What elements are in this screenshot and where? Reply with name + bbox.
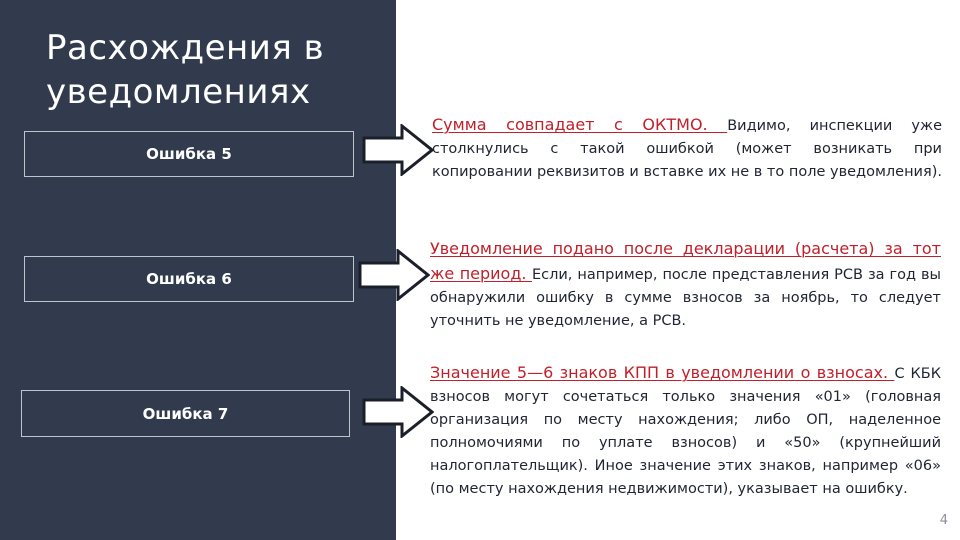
error-5-text: Видимо, инспекции уже столкнулись с такой ошибкой (может возникать при копировании реквизитов и вставке их не в то поле уведомления). bbox=[432, 118, 942, 180]
error-6-highlight: Уведомление подано после декларации (расчета) за тот же период. bbox=[430, 239, 941, 283]
error-6-box: Ошибка 6 bbox=[24, 256, 354, 302]
arrow-right-icon bbox=[362, 386, 434, 438]
error-7-description bbox=[430, 361, 941, 501]
error-5-description bbox=[432, 113, 942, 184]
arrow-right-icon bbox=[362, 124, 434, 176]
error-7-highlight: Значение 5—6 знаков КПП в уведомлении о взносах. bbox=[430, 363, 895, 382]
error-7-box: Ошибка 7 bbox=[21, 390, 350, 437]
slide-title: Расхождения в уведомлениях bbox=[46, 28, 325, 112]
error-7-text: С КБК взносов могут сочетаться только значения «01» (головная организация по месту нахождения; либо ОП, наделенное полномочиями по уплате взносов) и «50» (крупнейший налогоплательщик). Иное значение этих знаков, например «06» (по месту нахождения недвижимости), указывает на ошибку. bbox=[430, 366, 942, 497]
arrow-right-icon bbox=[358, 249, 430, 301]
error-6-text: Если, например, после представления РСВ за год вы обнаружили ошибку в сумме взносов за ноябрь, то следует уточнить не уведомление, а РСВ. bbox=[430, 267, 941, 329]
page-number: 4 bbox=[939, 513, 948, 528]
error-5-highlight: Сумма совпадает с ОКТМО. bbox=[432, 115, 728, 134]
error-5-box: Ошибка 5 bbox=[24, 131, 354, 177]
error-6-description bbox=[430, 237, 941, 333]
